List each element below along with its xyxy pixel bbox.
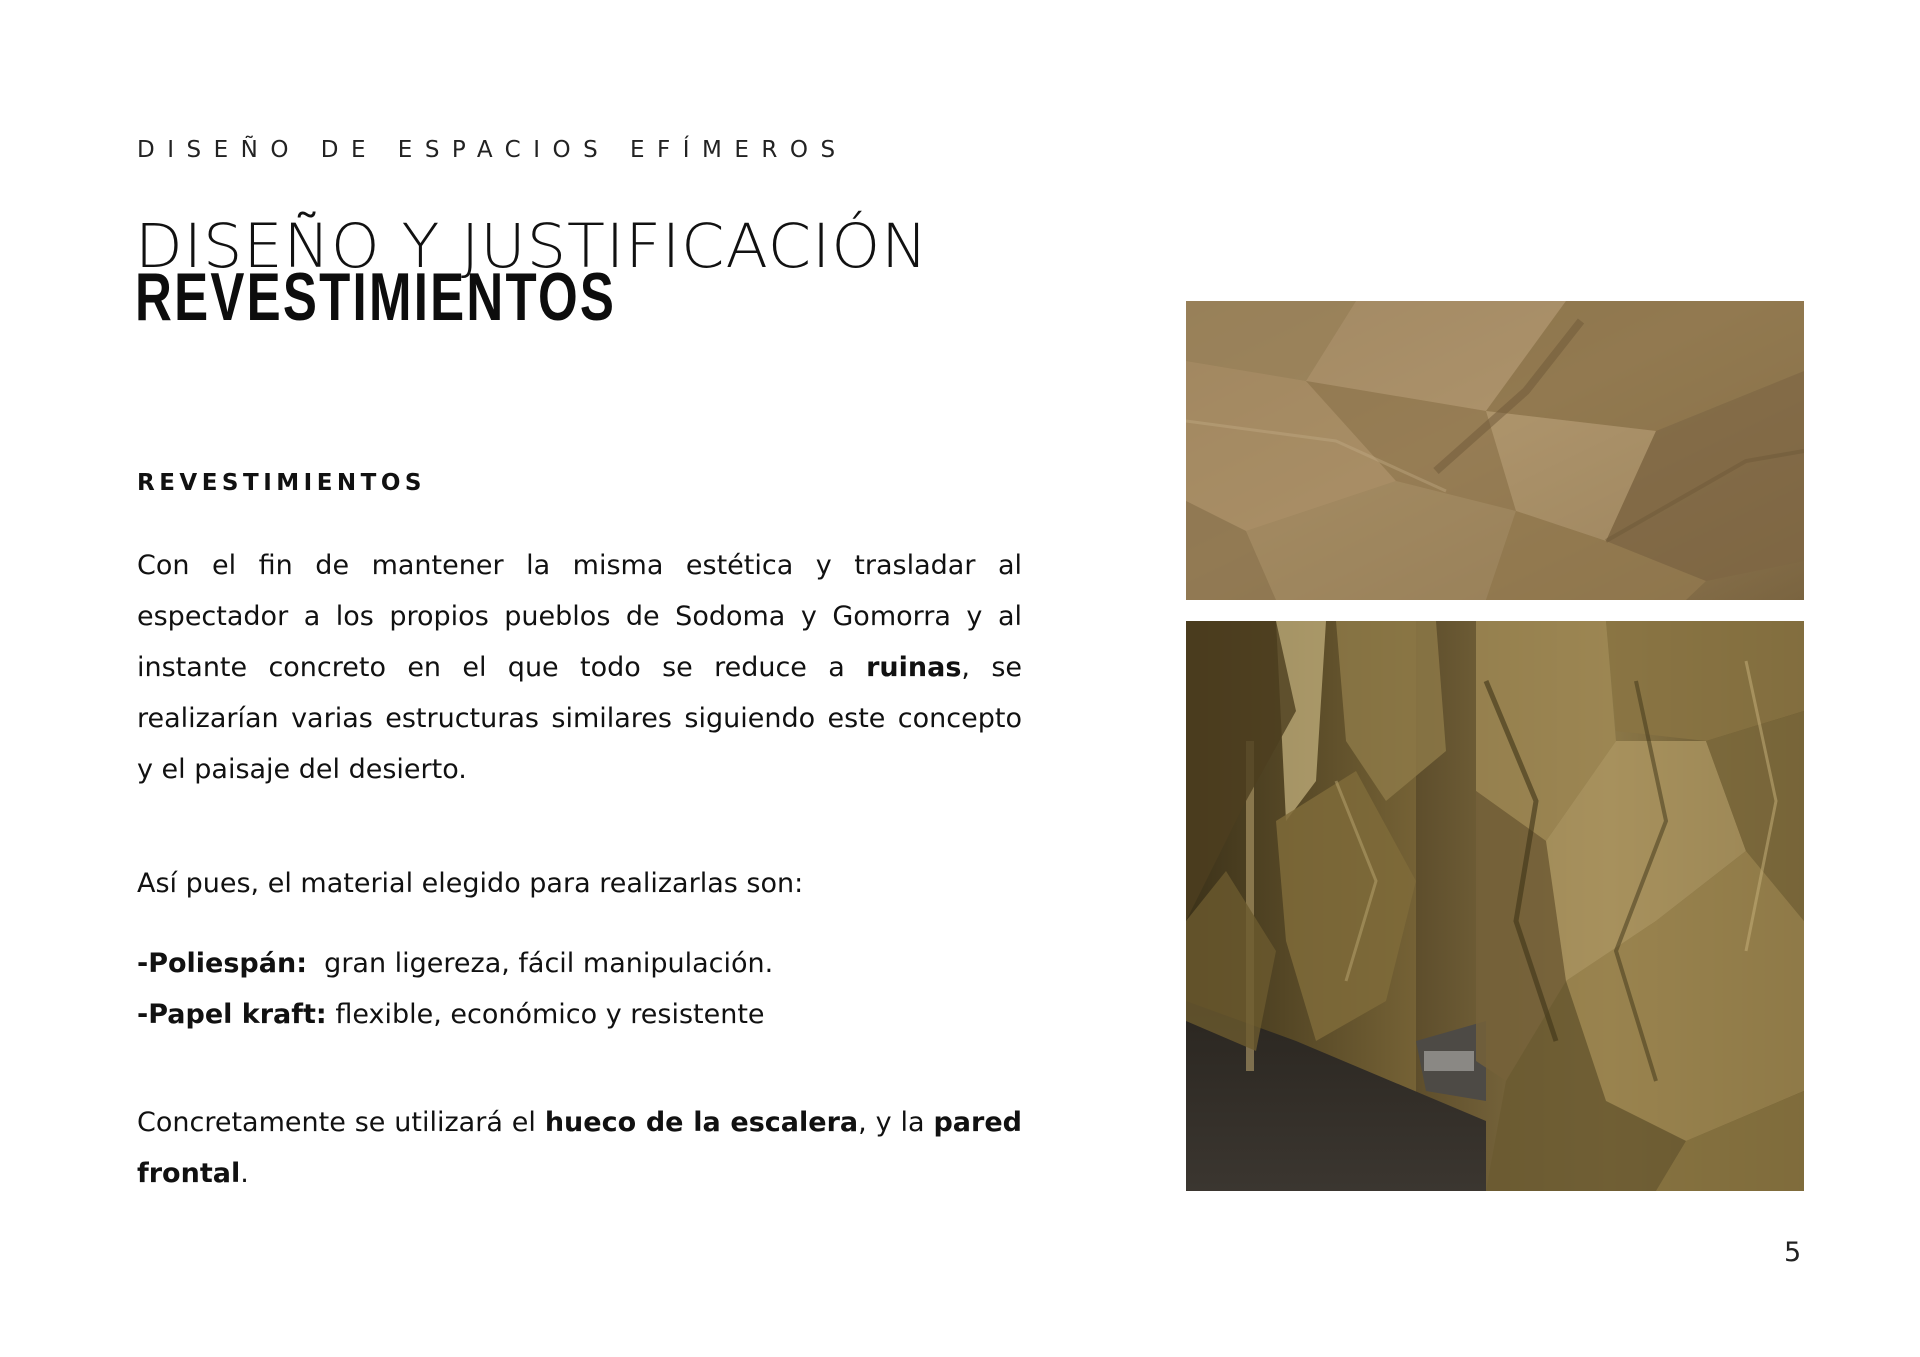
list-item [137,989,1022,1040]
paragraph-intro [137,540,1022,795]
kraft-paper-texture [1186,301,1804,600]
installation-scene [1186,621,1804,1191]
material-name: -Papel kraft: [137,999,327,1030]
paragraph-location-bold-2: pared frontal [137,1107,1022,1189]
material-description: flexible, económico y resistente [326,999,765,1030]
paragraph-location-text-end: . [240,1158,249,1189]
list-item [137,938,1022,989]
material-name: -Poliespán: [137,948,308,979]
material-description: gran ligereza, fácil manipulación. [307,948,774,979]
page-title: DISEÑO Y JUSTIFICACIÓN [135,210,929,282]
paragraph-location [137,1097,1022,1199]
paragraph-intro-text-end: , se realizarían varias estructuras similares siguiendo este concepto y el paisaje del desierto. [137,652,1023,785]
paragraph-intro-bold: ruinas [866,652,962,683]
installation-photo [1186,621,1804,1191]
page-subtitle: REVESTIMIENTOS [135,259,617,335]
section-heading: REVESTIMIENTOS [137,470,426,496]
paragraph-materials-intro: Así pues, el material elegido para realizarlas son: [137,868,804,899]
page-number: 5 [1784,1237,1802,1268]
paragraph-intro-text: Con el fin de mantener la misma estética y trasladar al espectador a los propios pueblos de Sodoma y Gomorra y al instante concreto en el que todo se reduce a [137,550,1022,683]
materials-list [137,938,1022,1040]
paragraph-location-bold-1: hueco de la escalera [544,1107,859,1138]
document-kicker: DISEÑO DE ESPACIOS EFÍMEROS [137,137,848,163]
paragraph-location-text: Concretamente se utilizará el [137,1107,545,1138]
paragraph-location-text-middle: , y la [858,1107,934,1138]
kraft-paper-photo [1186,301,1804,600]
